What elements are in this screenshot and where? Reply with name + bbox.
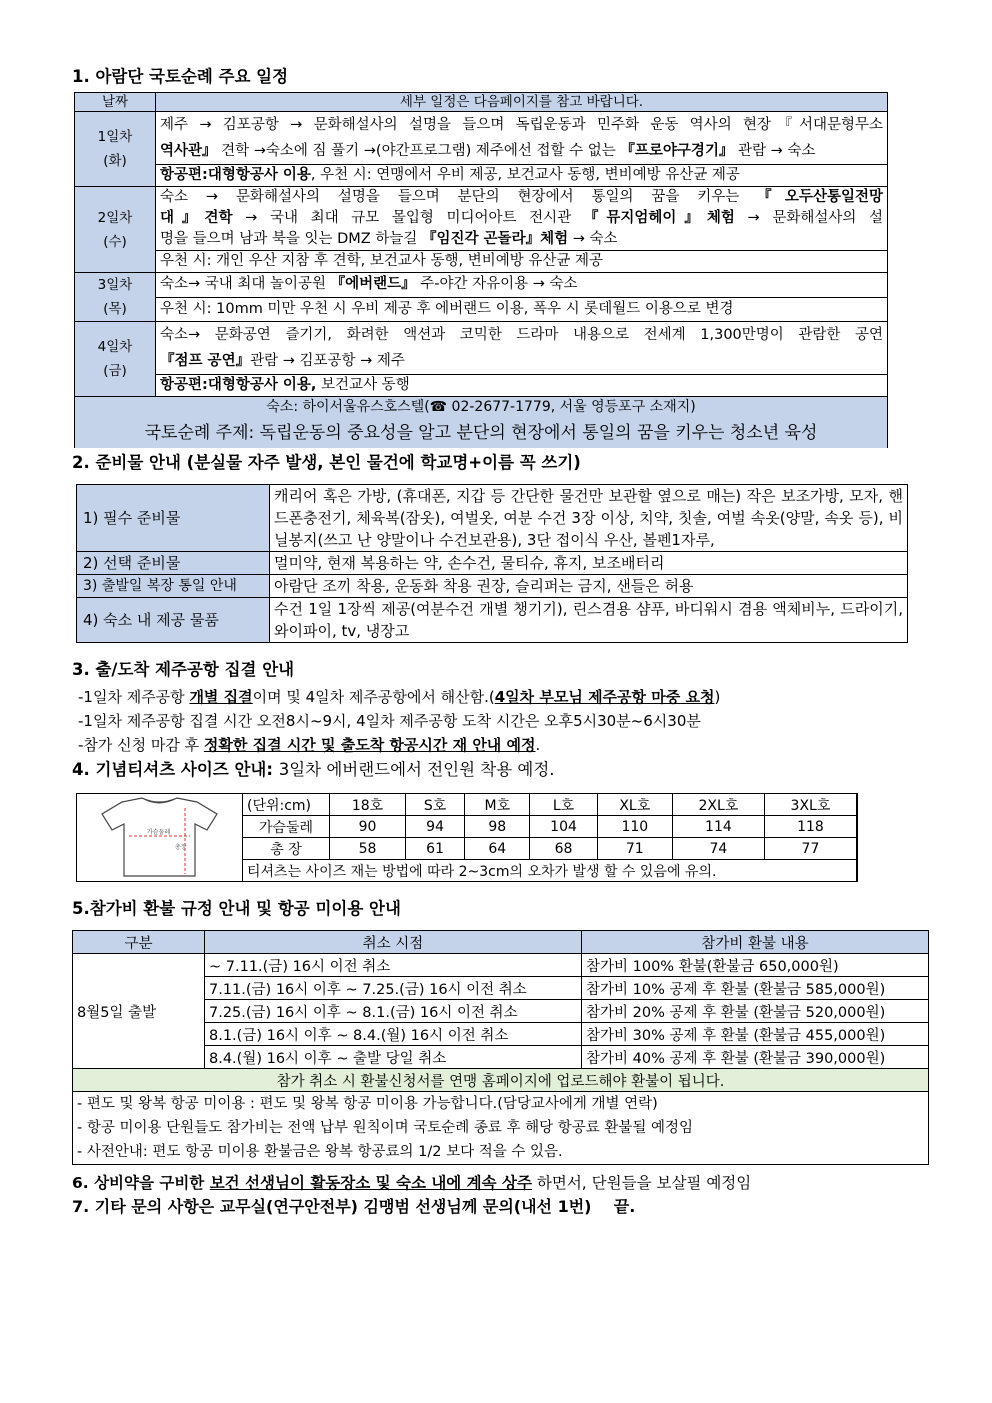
size-table bbox=[243, 794, 857, 881]
day2-note: 우천 시: 개인 우산 지참 후 견학, 보건교사 동행, 변비예방 유산균 제공 bbox=[156, 251, 888, 273]
end-mark: 끝. bbox=[613, 1197, 636, 1216]
supply-label-2: 2) 선택 준비물 bbox=[77, 552, 270, 575]
day4-note: 항공편:대형항공사 이용, 보건교사 동행 bbox=[156, 375, 888, 397]
length-value: 77 bbox=[764, 838, 856, 860]
airport-line-1: -1일차 제주공항 개별 집결이며 및 4일차 제주공항에서 해산함.(4일차 부모님 제주공항 마중 요청) bbox=[78, 688, 721, 706]
day1-note: 항공편:대형항공사 이용, 우천 시: 연맹에서 우비 제공, 보건교사 동행, 변비예방 유산균 제공 bbox=[156, 165, 888, 187]
day3-note: 우천 시: 10mm 미만 우천 시 우비 제공 후 에버랜드 이용, 폭우 시 롯데월드 이용으로 변경 bbox=[156, 297, 888, 322]
section1-title: 1. 아람단 국토순례 주요 일정 bbox=[72, 67, 289, 86]
day4-line1: 숙소→ 문화공연 즐기기, 화려한 액션과 코믹한 드라마 내용으로 전세계 1,300만명이 관람한 공연 bbox=[160, 327, 883, 343]
air-notes bbox=[73, 1092, 929, 1165]
refund-time: ~ 7.11.(금) 16시 이전 취소 bbox=[205, 954, 582, 977]
schedule-header-detail: 세부 일정은 다음페이지를 참고 바랍니다. bbox=[156, 93, 888, 112]
day3-cell bbox=[75, 273, 156, 322]
size-header: L호 bbox=[530, 794, 597, 816]
supply-text-1: 캐리어 혹은 가방, (휴대폰, 지갑 등 간단한 물건만 보관할 옆으로 매는) 작은 보조가방, 모자, 핸드폰충전기, 체육복(잠옷), 여벌옷, 여분 수건 3장 이상, 치약, 칫솔, 여벌 속옷(양말, 속옷 등), 비닐봉지(쓰고 난 양말이나 수건보관용), 3단 접이식 우산, 볼펜1자루, bbox=[270, 485, 908, 552]
chest-mark-text: 가슴둘레 bbox=[147, 829, 171, 836]
size-header: XL호 bbox=[597, 794, 672, 816]
day3-detail: 숙소→ 국내 최대 놀이공원 『에버랜드』 주-야간 자유이용 → 숙소 bbox=[156, 273, 888, 298]
day1-weekday: (화) bbox=[103, 153, 127, 169]
day1-line2: 역사관』 견학 →숙소에 짐 풀기 →(야간프로그램) 제주에선 접할 수 없는 『프로야구경기』 관람 → 숙소 bbox=[160, 143, 816, 159]
chest-value: 90 bbox=[330, 816, 406, 838]
refund-amount: 참가비 20% 공제 후 환불 (환불금 520,000원) bbox=[582, 1000, 929, 1023]
refund-header-refund: 참가비 환불 내용 bbox=[582, 931, 929, 954]
supply-text-2: 멀미약, 현재 복용하는 약, 손수건, 물티슈, 휴지, 보조배터리 bbox=[270, 552, 908, 575]
refund-header-type: 구분 bbox=[73, 931, 205, 954]
schedule-header-day: 날짜 bbox=[75, 93, 156, 112]
day1-detail bbox=[156, 112, 888, 165]
chest-value: 110 bbox=[597, 816, 672, 838]
chest-value: 104 bbox=[530, 816, 597, 838]
length-value: 74 bbox=[672, 838, 764, 860]
refund-amount: 참가비 100% 환불(환불금 650,000원) bbox=[582, 954, 929, 977]
lodging-text: 숙소: 하이서울유스호스텔(☎ 02-2677-1779, 서울 영등포구 소재지) bbox=[266, 399, 696, 415]
day4-detail bbox=[156, 322, 888, 375]
supply-label-1: 1) 필수 준비물 bbox=[77, 485, 270, 552]
size-header: 18호 bbox=[330, 794, 406, 816]
day4-line2: 『점프 공연』관람 → 김포공항 → 제주 bbox=[160, 353, 405, 369]
chest-value: 114 bbox=[672, 816, 764, 838]
section3-body bbox=[72, 685, 932, 757]
size-note: 티셔츠는 사이즈 재는 방법에 따라 2~3cm의 오차가 발생 할 수 있음에 유의. bbox=[243, 860, 857, 882]
length-value: 61 bbox=[406, 838, 465, 860]
air-note: - 사전안내: 편도 항공 미이용 환불금은 왕복 항공료의 1/2 보다 적을 수 있음. bbox=[77, 1144, 563, 1160]
length-mark-text: 총장 bbox=[175, 844, 187, 851]
document-page bbox=[72, 62, 932, 1219]
day4-cell bbox=[75, 322, 156, 397]
day4-label: 4일차 bbox=[97, 339, 133, 355]
size-unit: (단위:cm) bbox=[243, 794, 330, 816]
refund-amount: 참가비 30% 공제 후 환불 (환불금 455,000원) bbox=[582, 1023, 929, 1046]
supplies-table bbox=[76, 484, 908, 643]
schedule-table bbox=[74, 92, 888, 448]
size-header: M호 bbox=[465, 794, 530, 816]
air-note: - 항공 미이용 단원들도 참가비는 전액 납부 원칙이며 국토순례 종료 후 해당 항공료 환불될 예정임 bbox=[77, 1120, 694, 1136]
refund-amount: 참가비 40% 공제 후 환불 (환불금 390,000원) bbox=[582, 1046, 929, 1069]
day2-detail bbox=[156, 187, 888, 251]
day2-line1: 숙소 → 문화해설사의 설명을 들으며 분단의 현장에서 통일의 꿈을 키우는 『오두산통일전망 bbox=[160, 189, 883, 205]
refund-time: 8.1.(금) 16시 이후 ~ 8.4.(월) 16시 이전 취소 bbox=[205, 1023, 582, 1046]
section6-line: 6. 상비약을 구비한 보건 선생님이 활동장소 및 숙소 내에 계속 상주 하면서, 단원들을 보살필 예정임 bbox=[72, 1174, 752, 1192]
length-value: 68 bbox=[530, 838, 597, 860]
section3-title: 3. 출/도착 제주공항 집결 안내 bbox=[72, 660, 295, 679]
day3-weekday: (목) bbox=[103, 301, 127, 317]
day1-line1: 제주 → 김포공항 → 문화해설사의 설명을 들으며 독립운동과 민주화 운동 역사의 현장『서대문형무소 bbox=[160, 117, 883, 133]
day2-cell bbox=[75, 187, 156, 273]
day1-cell bbox=[75, 112, 156, 187]
refund-time: 8.4.(월) 16시 이후 ~ 출발 당일 취소 bbox=[205, 1046, 582, 1069]
refund-time: 7.11.(금) 16시 이후 ~ 7.25.(금) 16시 이전 취소 bbox=[205, 977, 582, 1000]
day3-label: 3일차 bbox=[97, 277, 133, 293]
chest-value: 94 bbox=[406, 816, 465, 838]
length-value: 71 bbox=[597, 838, 672, 860]
day2-line3: 명을 들으며 남과 북을 잇는 DMZ 하늘길 『임진각 곤돌라』체험 → 숙소 bbox=[160, 231, 618, 247]
supply-text-4: 수건 1일 1장씩 제공(여분수건 개별 챙기기), 린스겸용 샴푸, 바디워시 겸용 액체비누, 드라이기, 와이파이, tv, 냉장고 bbox=[270, 598, 908, 643]
refund-group: 8월5일 출발 bbox=[73, 954, 205, 1069]
tshirt-image bbox=[77, 794, 243, 881]
airport-line-3: -참가 신청 마감 후 정확한 집결 시간 및 출도착 항공시간 재 안내 예정. bbox=[78, 736, 541, 754]
size-header: 2XL호 bbox=[672, 794, 764, 816]
day2-weekday: (수) bbox=[103, 233, 127, 250]
refund-time: 7.25.(금) 16시 이후 ~ 8.1.(금) 16시 이전 취소 bbox=[205, 1000, 582, 1023]
length-value: 64 bbox=[465, 838, 530, 860]
size-header: 3XL호 bbox=[764, 794, 856, 816]
day4-weekday: (금) bbox=[103, 363, 127, 379]
chest-value: 98 bbox=[465, 816, 530, 838]
section5-title: 5.참가비 환불 규정 안내 및 항공 미이용 안내 bbox=[72, 899, 401, 918]
supply-text-3: 아람단 조끼 착용, 운동화 착용 권장, 슬리퍼는 금지, 샌들은 허용 bbox=[270, 575, 908, 598]
chest-label: 가슴둘레 bbox=[243, 816, 330, 838]
length-value: 58 bbox=[330, 838, 406, 860]
refund-header-time: 취소 시점 bbox=[205, 931, 582, 954]
chest-value: 118 bbox=[764, 816, 856, 838]
section4-title: 4. 기념티셔츠 사이즈 안내: 3일차 에버랜드에서 전인원 착용 예정. bbox=[72, 760, 555, 779]
lodging-row bbox=[75, 397, 888, 449]
theme-text: 국토순례 주제: 독립운동의 중요성을 알고 분단의 현장에서 통일의 꿈을 키우는 청소년 육성 bbox=[144, 423, 818, 443]
length-label: 총 장 bbox=[243, 838, 330, 860]
refund-table bbox=[72, 930, 929, 1165]
supply-label-3: 3) 출발일 복장 통일 안내 bbox=[77, 575, 270, 598]
supply-label-4: 4) 숙소 내 제공 물품 bbox=[77, 598, 270, 643]
day2-line2: 대』견학 → 국내 최대 규모 몰입형 미디어아트 전시관 『뮤지엄헤이』체험 → 문화해설사의 설 bbox=[160, 210, 883, 226]
section7-line: 7. 기타 문의 사항은 교무실(연구안전부) 김맹범 선생님께 문의(내선 1번) 끝. bbox=[72, 1197, 636, 1216]
refund-notice: 참가 취소 시 환불신청서를 연맹 홈페이지에 업로드해야 환불이 됩니다. bbox=[73, 1069, 929, 1092]
section2-title: 2. 준비물 안내 (분실물 자주 발생, 본인 물건에 학교명+이름 꼭 쓰기) bbox=[72, 453, 581, 472]
air-note: - 편도 및 왕복 항공 미이용 : 편도 및 왕복 항공 미이용 가능합니다.(담당교사에게 개별 연락) bbox=[77, 1096, 658, 1112]
refund-amount: 참가비 10% 공제 후 환불 (환불금 585,000원) bbox=[582, 977, 929, 1000]
tshirt-icon bbox=[77, 794, 242, 881]
tshirt-section bbox=[76, 793, 858, 882]
airport-line-2: -1일차 제주공항 집결 시간 오전8시~9시, 4일차 제주공항 도착 시간은 오후5시30분~6시30분 bbox=[78, 712, 701, 730]
day1-label: 1일차 bbox=[97, 129, 133, 145]
day2-label: 2일차 bbox=[97, 209, 133, 226]
size-header: S호 bbox=[406, 794, 465, 816]
